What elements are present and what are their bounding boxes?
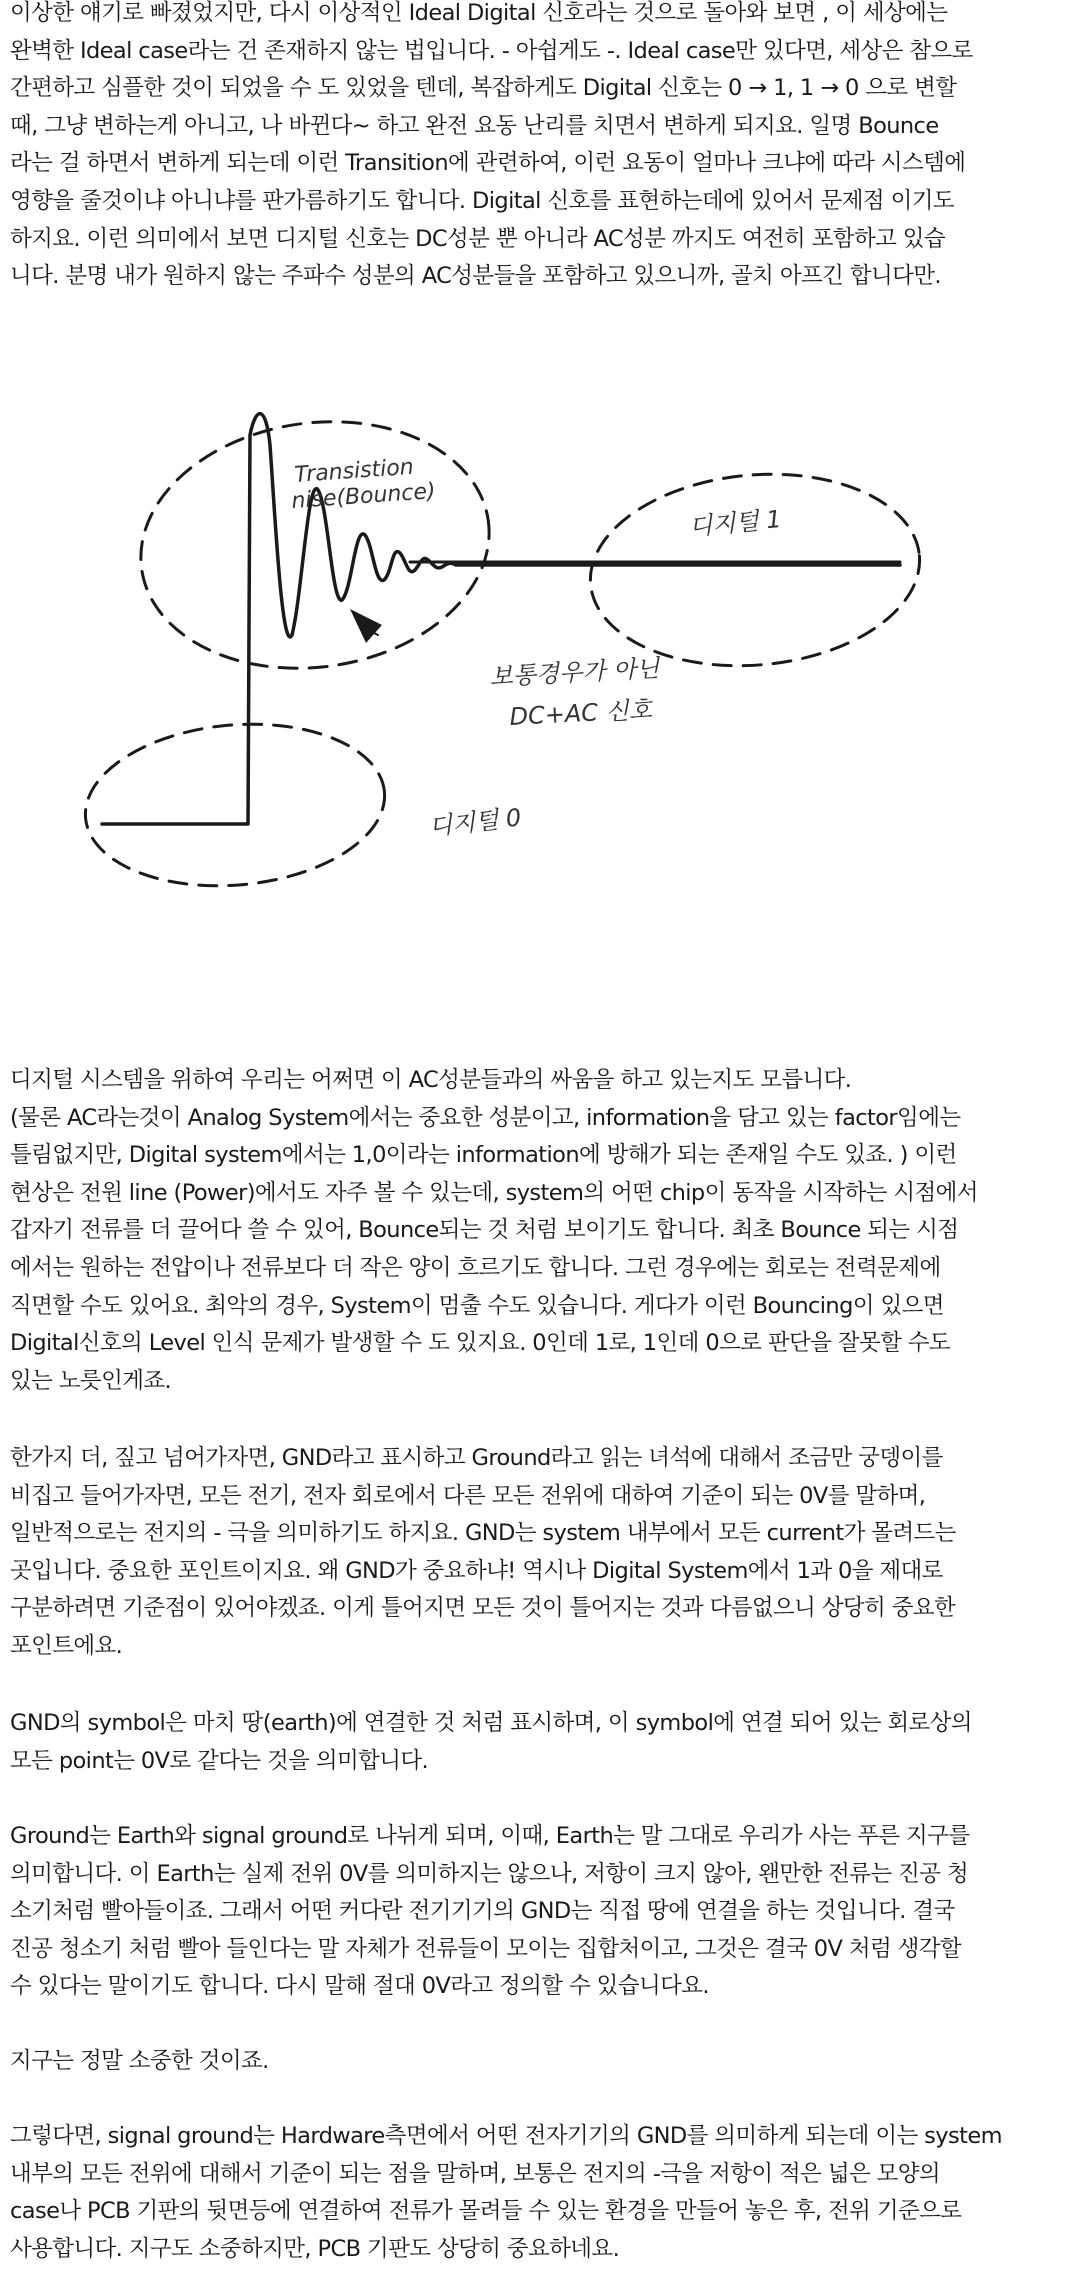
text-line: 디지털 시스템을 위하여 우리는 어쩌면 이 AC성분들과의 싸움을 하고 있는지도 모릅니다. [10,1067,852,1093]
signal-waveform [102,414,900,824]
text-line: 현상은 전원 line (Power)에서도 자주 볼 수 있는데, system의 어떤 chip이 동작을 시작하는 시점에서 [10,1179,978,1206]
text-line: 한가지 더, 짚고 넘어가자면, GND라고 표시하고 Ground라고 읽는 녀석에 대해서 조금만 궁뎅이를 [10,1445,943,1471]
text-line: (물론 AC라는것이 Analog System에서는 중요한 성분이고, information을 담고 있는 factor임에는 [10,1104,961,1131]
text-line: 그렇다면, signal ground는 Hardware측면에서 어떤 전자기기의 GND를 의미하게 되는데 이는 system [10,2123,1002,2149]
text-line: 진공 청소기 처럼 빨아 들인다는 말 자체가 전류들이 모이는 집합처이고, 그것은 결국 0V 처럼 생각할 [10,1935,962,1962]
paragraph-earth-precious [10,2043,1070,2081]
arrow-head-icon [350,609,382,643]
transition-circle [125,400,506,690]
text-line: 일반적으로는 전지의 - 극을 의미하기도 하지요. GND는 system 내부에서 모든 current가 몰려드는 [10,1520,956,1547]
text-line: 내부의 모든 전위에 대해서 기준이 되는 점을 말하며, 보통은 전지의 -극을 저항이 적은 넓은 모양의 [10,2160,941,2187]
text-line: GND의 symbol은 마치 땅(earth)에 연결한 것 처럼 표시하며, 이 symbol에 연결 되어 있는 회로상의 [10,1710,972,1736]
paragraph-ac-fight [10,1062,1070,1400]
text-line: 직면할 수도 있어요. 최악의 경우, System이 멈출 수도 있습니다. 게다가 이런 Bouncing이 있으면 [10,1292,944,1319]
text-line: case나 PCB 기판의 뒷면등에 연결하여 전류가 몰려들 수 있는 환경을 만들어 놓은 후, 전위 기준으로 [10,2198,962,2225]
text-line: 비집고 들어가자면, 모든 전기, 전자 회로에서 다른 모든 전위에 대하여 기준이 되는 0V를 말하며, [10,1482,926,1509]
text-line: 에서는 원하는 전압이나 전류보다 더 작은 양이 흐르기도 합니다. 그런 경우에는 회로는 전력문제에 [10,1254,941,1281]
text-line: 모든 point는 0V로 같다는 것을 의미합니다. [10,1747,429,1774]
digital-1-circle [582,461,927,679]
text-line: 포인트에요. [10,1632,123,1659]
text-line: 영향을 줄것이냐 아니냐를 판가름하기도 합니다. Digital 신호를 표현하는데에 있어서 문제점 이기도 [10,187,954,214]
paragraph-signal-ground [10,2118,1070,2268]
digital-0-circle [79,712,392,898]
text-line: 의미합니다. 이 Earth는 실제 전위 0V를 의미하지는 않으나, 저항이 크지 않아, 왠만한 전류는 진공 청 [10,1860,969,1887]
label-digital-0: 디지털 0 [427,803,523,841]
text-line: 있는 노릇인게죠. [10,1367,172,1394]
label-transition-1: Transistion [293,454,415,488]
text-line: 갑자기 전류를 더 끌어다 쓸 수 있어, Bounce되는 것 처럼 보이기도 합니다. 최초 Bounce 되는 시점 [10,1217,959,1244]
text-line: 수 있다는 말이기도 합니다. 다시 말해 절대 0V라고 정의할 수 있습니다요. [10,1973,709,2000]
text-line: 곳입니다. 중요한 포인트이지요. 왜 GND가 중요하냐! 역시나 Digital System에서 1과 0을 제대로 [10,1557,943,1584]
bounce-sketch [70,395,970,915]
text-line: 이상한 얘기로 빠졌었지만, 다시 이상적인 Ideal Digital 신호라는 것으로 돌아와 보면 , 이 세상에는 [10,0,948,26]
paragraph-intro [10,0,1070,296]
label-digital-1: 디지털 1 [688,505,783,541]
text-line: 소기처럼 빨아들이죠. 그래서 어떤 커다란 전기기기의 GND는 직접 땅에 연결을 하는 것입니다. 결국 [10,1898,955,1925]
bounce-illustration [70,395,970,915]
text-line: 간편하고 심플한 것이 되었을 수 도 있었을 텐데, 복잡하게도 Digital 신호는 0 → 1, 1 → 0 으로 변할 [10,75,957,102]
text-line: Ground는 Earth와 signal ground로 나뉘게 되며, 이때, Earth는 말 그대로 우리가 사는 푸른 지구를 [10,1823,970,1849]
text-line: 하지요. 이런 의미에서 보면 디지털 신호는 DC성분 뿐 아니라 AC성분 까지도 여전히 포함하고 있습 [10,225,946,252]
paragraph-gnd-symbol [10,1705,1070,1780]
label-note-1: 보통경우가 아닌 [488,654,661,691]
label-note-2: DC+AC 신호 [508,695,653,731]
text-line: 니다. 분명 내가 원하지 않는 주파수 성분의 AC성분들을 포함하고 있으니까, 골치 아프긴 합니다만. [10,263,941,290]
text-line: Digital신호의 Level 인식 문제가 발생할 수 도 있지요. 0인데 1로, 1인데 0으로 판단을 잘못할 수도 [10,1330,951,1357]
text-line: 완벽한 Ideal case라는 건 존재하지 않는 법입니다. - 아쉽게도 -. Ideal case만 있다면, 세상은 참으로 [10,37,973,64]
label-transition-2: nise(Bounce) [290,478,437,514]
text-line: 지구는 정말 소중한 것이죠. [10,2048,269,2074]
paragraph-earth [10,1818,1070,2006]
text-line: 라는 걸 하면서 변하게 되는데 이런 Transition에 관련하여, 이런 요동이 얼마나 크냐에 따라 시스템에 [10,150,966,177]
text-line: 구분하려면 기준점이 있어야겠죠. 이게 틀어지면 모든 것이 틀어지는 것과 다름없으니 상당히 중요한 [10,1595,956,1622]
paragraph-gnd-intro [10,1440,1070,1666]
text-line: 때, 그냥 변하는게 아니고, 나 바뀐다~ 하고 완전 요동 난리를 치면서 변하게 되지요. 일명 Bounce [10,112,939,139]
text-line: 사용합니다. 지구도 소중하지만, PCB 기판도 상당히 중요하네요. [10,2235,620,2262]
text-line: 틀림없지만, Digital system에서는 1,0이라는 information에 방해가 되는 존재일 수도 있죠. ) 이런 [10,1142,957,1169]
